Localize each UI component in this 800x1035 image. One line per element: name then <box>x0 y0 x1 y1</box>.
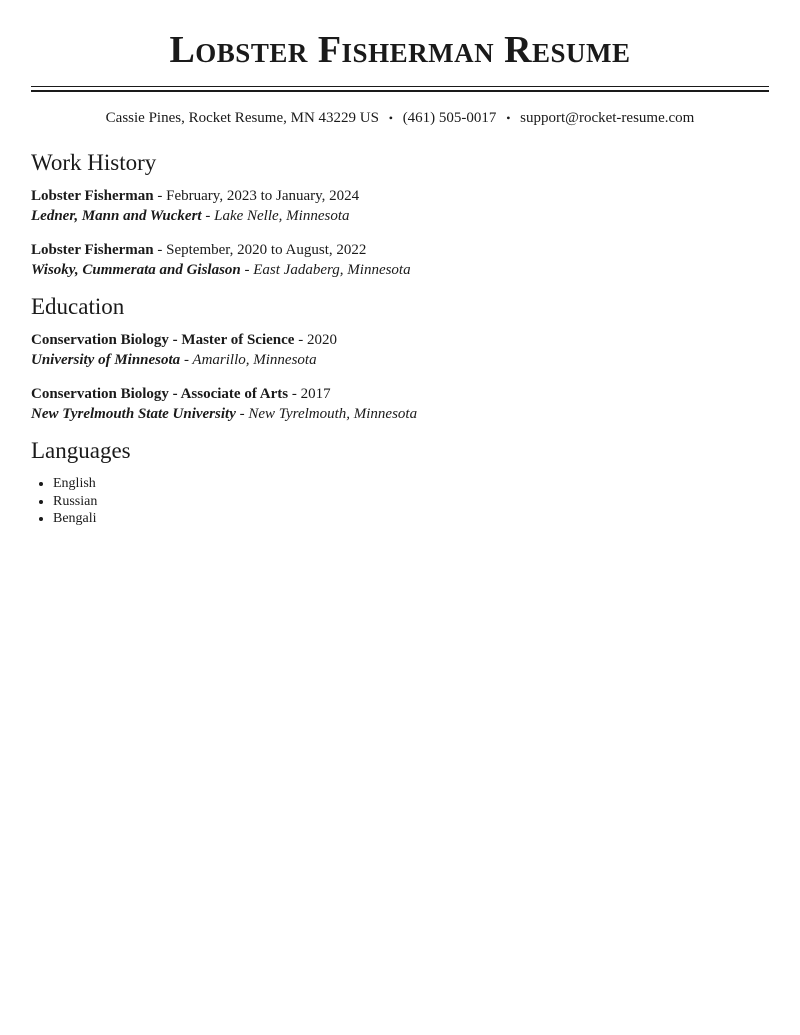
education-section <box>31 292 769 424</box>
languages-section <box>31 436 769 528</box>
language-item: • English <box>53 475 769 493</box>
work-entry <box>31 240 769 280</box>
education-year: 2020 <box>306 332 337 348</box>
title-rule-thick <box>31 90 769 92</box>
work-role: Lobster Fisherman <box>31 188 154 204</box>
education-year: 2017 <box>300 386 331 402</box>
education-degree: Conservation Biology - Associate of Arts <box>31 386 289 402</box>
education-location: New Tyrelmouth, Minnesota <box>248 406 418 422</box>
contact-separator: • <box>388 111 393 125</box>
contact-separator: • <box>506 111 511 125</box>
work-company: Wisoky, Cummerata and Gislason <box>31 262 241 278</box>
education-entry <box>31 384 769 424</box>
contact-email: support@rocket-resume.com <box>520 110 695 126</box>
language-item: • Russian <box>53 493 769 511</box>
work-location: Lake Nelle, Minnesota <box>214 208 350 224</box>
work-entry <box>31 186 769 226</box>
title-rule-thin <box>31 86 769 87</box>
resume-title: Lobster Fisherman Resume <box>169 29 631 71</box>
work-role: Lobster Fisherman <box>31 242 154 258</box>
education-entry-line1: Conservation Biology - Master of Science - 2020 <box>31 332 337 348</box>
education-school: University of Minnesota <box>31 352 181 368</box>
work-entry-line1: Lobster Fisherman - February, 2023 to January, 2024 <box>31 188 360 204</box>
work-company: Ledner, Mann and Wuckert <box>31 208 202 224</box>
work-dates: September, 2020 to August, 2022 <box>166 242 367 258</box>
work-dates: February, 2023 to January, 2024 <box>166 188 360 204</box>
education-school: New Tyrelmouth State University <box>31 406 236 422</box>
work-entry-line2: Ledner, Mann and Wuckert - Lake Nelle, Minnesota <box>31 208 350 224</box>
education-entry <box>31 330 769 370</box>
work-history-section <box>31 148 769 280</box>
education-heading: Education <box>31 294 125 319</box>
work-entry-line2: Wisoky, Cummerata and Gislason - East Jadaberg, Minnesota <box>31 262 411 278</box>
work-entry-line1: Lobster Fisherman - September, 2020 to August, 2022 <box>31 242 367 258</box>
education-location: Amarillo, Minnesota <box>192 352 317 368</box>
contact-line <box>31 108 769 128</box>
education-degree: Conservation Biology - Master of Science <box>31 332 295 348</box>
languages-list <box>31 475 769 528</box>
education-entry-line2: New Tyrelmouth State University - New Tyrelmouth, Minnesota <box>31 406 418 422</box>
work-history-heading: Work History <box>31 150 157 175</box>
education-entry-line2: University of Minnesota - Amarillo, Minnesota <box>31 352 317 368</box>
education-entry-line1: Conservation Biology - Associate of Arts - 2017 <box>31 386 331 402</box>
language-item: • Bengali <box>53 510 769 528</box>
contact-phone: (461) 505-0017 <box>402 110 497 126</box>
contact-address: Cassie Pines, Rocket Resume, MN 43229 US <box>105 110 379 126</box>
work-location: East Jadaberg, Minnesota <box>253 262 411 278</box>
languages-heading: Languages <box>31 438 131 463</box>
